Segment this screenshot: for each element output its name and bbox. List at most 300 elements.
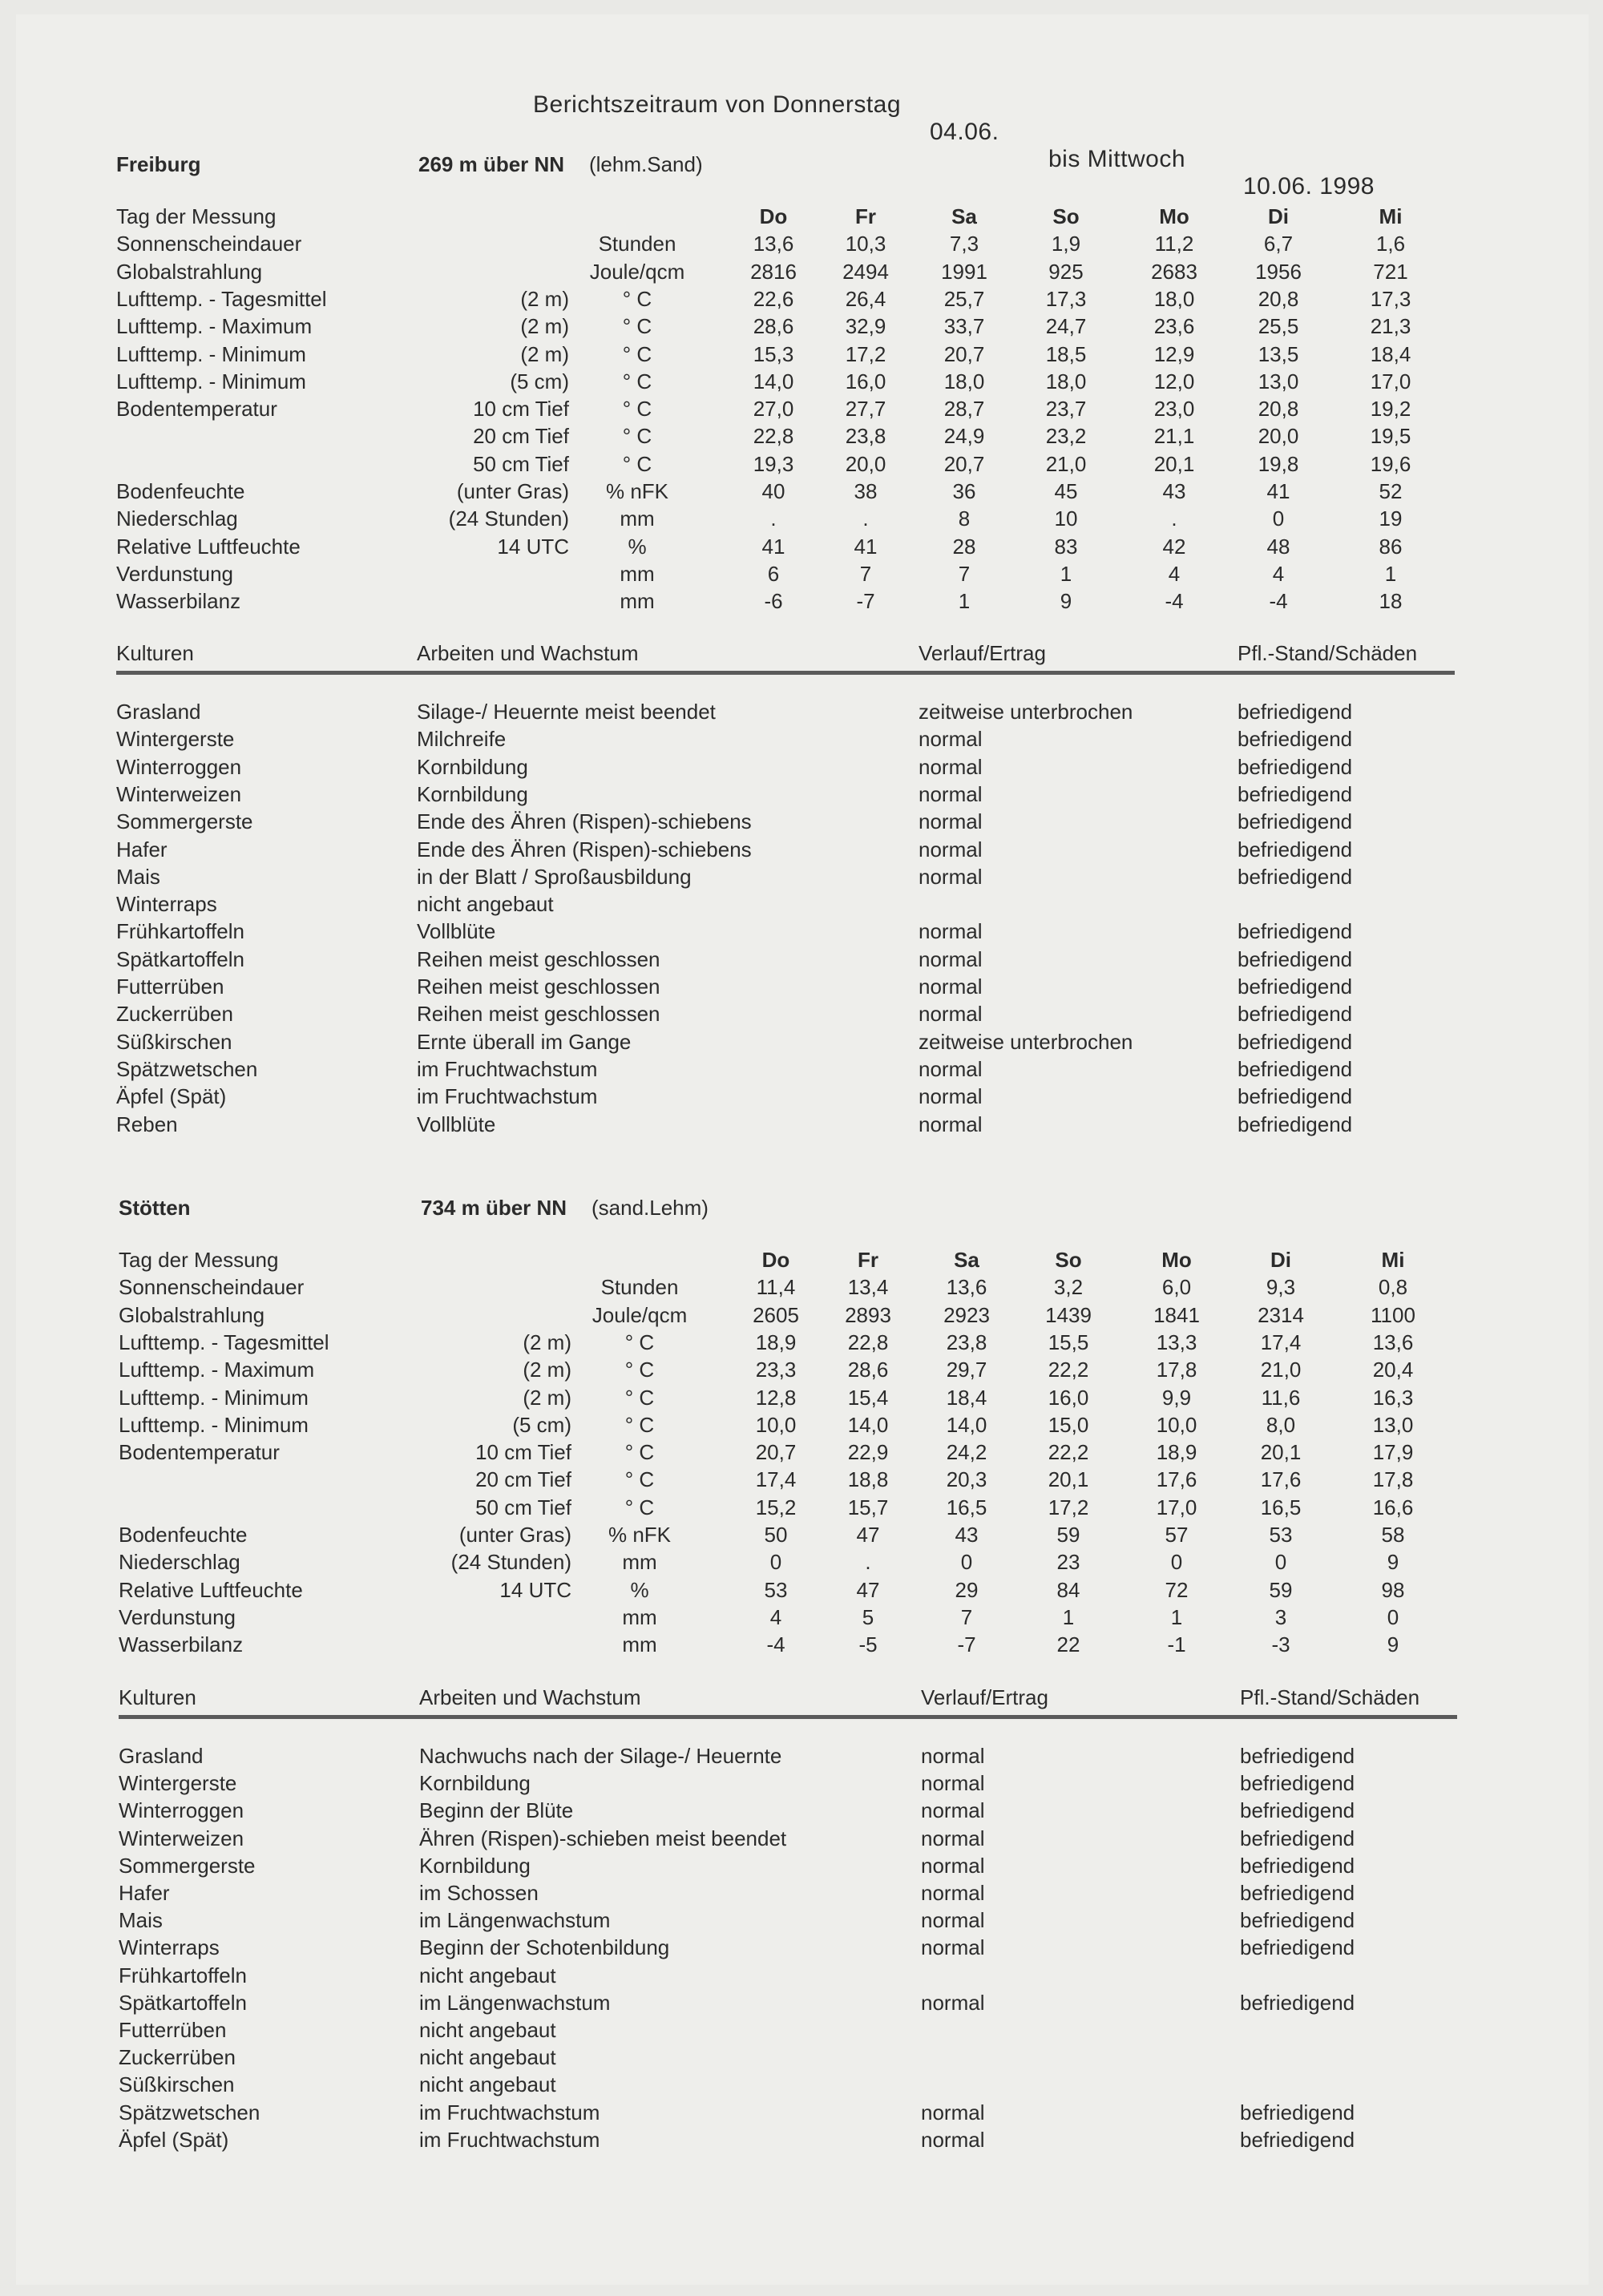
measurement-value: -7 [856,589,875,614]
day-header: Di [1268,204,1289,228]
crop-course: normal [919,974,983,999]
crop-work: nicht angebaut [419,2072,556,2097]
measurement-value: 7,3 [949,232,979,256]
crop-name: Mais [116,864,160,889]
measurement-label: Relative Luftfeuchte [119,1577,303,1602]
crop-course: normal [921,1908,985,1933]
measurement-value: 6,0 [1161,1275,1192,1300]
crop-column-header: Kulturen [116,641,194,665]
crop-work: im Fruchtwachstum [417,1084,598,1109]
crop-state: befriedigend [1238,1029,1353,1054]
crop-course: normal [919,1002,983,1027]
measurement-unit: ° C [622,451,652,476]
measurement-label: Lufttemp. - Maximum [119,1358,315,1382]
measurement-value: 22,8 [847,1330,889,1354]
crop-row [0,1084,1603,1112]
measurement-value: 27,0 [753,397,794,422]
measurement-value: 13,3 [1156,1330,1197,1354]
measurement-value: 50 [764,1523,788,1547]
measurement-value: 29,7 [946,1358,987,1382]
measurement-unit: ° C [624,1440,655,1465]
measurement-value: 18,8 [847,1467,889,1492]
crop-course: zeitweise unterbrochen [919,1029,1133,1054]
crop-name: Sommergerste [119,1853,256,1878]
measurement-unit: % [628,534,647,559]
crop-row [0,2072,1603,2100]
measurement-label: Verdunstung [119,1604,236,1629]
crop-work: Reihen meist geschlossen [417,974,660,999]
measurement-value: 19,3 [753,451,794,476]
crop-name: Spätzwetschen [116,1056,258,1081]
measure-label: Tag der Messung [116,204,277,228]
measurement-value: 16,5 [946,1495,987,1519]
measurement-value: 13,5 [1258,341,1299,366]
measurement-value: 17,0 [1370,369,1411,393]
measurement-value: 59 [1056,1523,1080,1547]
crop-state: befriedigend [1240,1990,1355,2015]
measurement-value: 9,3 [1266,1275,1296,1300]
crop-row [0,1881,1603,1908]
measurement-value: 86 [1379,534,1403,559]
crop-row [0,1057,1603,1084]
measurement-unit: ° C [624,1358,655,1382]
measurement-value: 1 [958,589,971,614]
measurement-value: 17,3 [1045,286,1087,311]
crop-row [0,837,1603,865]
crop-name: Winterraps [116,892,217,917]
measurement-value: 23,2 [1045,424,1087,449]
measurement-value: 22,2 [1048,1440,1089,1465]
measurement-value: 3 [1274,1604,1287,1629]
measurement-value: 84 [1056,1577,1080,1602]
measurement-row [0,1523,1603,1550]
measurement-value: 43 [1162,479,1186,503]
measurement-value: 721 [1373,259,1408,284]
crop-course: normal [921,1771,985,1796]
measurement-value: 1,9 [1051,232,1081,256]
measurement-value: 11,4 [756,1275,796,1300]
measurement-label: Verdunstung [116,561,234,586]
measurement-unit: Stunden [598,232,676,256]
measurement-value: 18,4 [1370,341,1411,366]
measurement-value: 22 [1056,1632,1080,1657]
measurement-unit: ° C [622,369,652,393]
crop-course: normal [919,781,983,806]
measurement-row [0,260,1603,287]
measurement-row [0,424,1603,451]
measurement-value: 21,0 [1260,1358,1302,1382]
crop-state: befriedigend [1238,1112,1353,1136]
day-header: Sa [951,204,977,228]
measurement-value: . [1171,506,1177,531]
measurement-height: (unter Gras) [456,479,569,503]
crop-work: Beginn der Schotenbildung [419,1935,670,1960]
measurement-row [0,562,1603,589]
measurement-value: 27,7 [845,397,886,422]
measurement-unit: ° C [622,314,652,339]
measurement-value: -1 [1167,1632,1186,1657]
measurement-value: 10,0 [755,1412,797,1437]
measurement-row [0,535,1603,562]
crop-work: Beginn der Blüte [419,1798,574,1823]
crop-work: Milchreife [417,727,507,752]
measurement-row [0,479,1603,506]
measurement-unit: Stunden [600,1275,679,1300]
measurement-value: 24,9 [943,424,985,449]
crop-course: normal [921,1853,985,1878]
crop-row [0,1002,1603,1029]
measurement-value: 13,6 [946,1275,987,1300]
measurement-value: 28 [952,534,976,559]
measurement-row [0,1495,1603,1523]
measurement-unit: mm [622,1632,657,1657]
measurement-value: 32,9 [845,314,886,339]
measurement-value: 2314 [1258,1302,1304,1327]
crop-row [0,947,1603,974]
measurement-height: 14 UTC [497,534,569,559]
measurement-label: Sonnenscheindauer [116,232,302,256]
crop-column-header: Verlauf/Ertrag [919,641,1046,665]
crop-course: normal [921,2127,985,2152]
crop-name: Reben [116,1112,178,1136]
measurement-value: 13,0 [1258,369,1299,393]
crop-row [0,1908,1603,1935]
measurement-height: 20 cm Tief [475,1467,571,1492]
measurement-value: 1991 [941,259,987,284]
crop-state: befriedigend [1240,1798,1355,1823]
measurement-value: 2494 [842,259,889,284]
measurement-value: 10,0 [1156,1412,1197,1437]
measurement-value: 25,7 [943,286,985,311]
measurement-value: 25,5 [1258,314,1299,339]
measurement-value: 72 [1165,1577,1189,1602]
measurement-value: 24,7 [1045,314,1087,339]
crop-column-header: Verlauf/Ertrag [921,1685,1048,1709]
crop-row [0,1030,1603,1057]
measurement-label: Bodenfeuchte [119,1523,248,1547]
crop-course: normal [919,1112,983,1136]
measurement-height: 10 cm Tief [473,397,569,422]
measurement-value: 20,0 [1258,424,1299,449]
measurement-label: Niederschlag [116,506,238,531]
crop-course: normal [919,864,983,889]
measurement-value: 2683 [1151,259,1197,284]
measurement-height: (2 m) [523,1330,571,1354]
measure-label: Tag der Messung [119,1248,279,1272]
measurement-value: 18,0 [1045,369,1087,393]
crop-state: befriedigend [1238,837,1353,862]
measurement-value: 43 [955,1523,979,1547]
measurement-value: 11,6 [1261,1385,1301,1410]
measurement-row [0,369,1603,397]
measurement-value: 4 [769,1604,782,1629]
measure-header-row [0,1248,1603,1275]
crop-state: befriedigend [1240,1908,1355,1933]
measurement-value: 10,3 [845,232,886,256]
measurement-value: 17,9 [1372,1440,1414,1465]
crop-state: befriedigend [1238,1056,1353,1081]
day-header: Fr [855,204,876,228]
crop-row [0,1854,1603,1881]
crop-course: normal [921,1935,985,1960]
measurement-value: . [770,506,777,531]
period-prefix: Berichtszeitraum von Donnerstag [533,91,902,118]
measurement-unit: % nFK [605,479,669,503]
measurement-value: 23,7 [1045,397,1087,422]
measurement-value: 7 [958,561,971,586]
measurement-unit: % [630,1577,649,1602]
measurement-value: 53 [764,1577,788,1602]
measurement-value: 41 [761,534,785,559]
measurement-value: 22,8 [753,424,794,449]
measure-header-row [0,204,1603,232]
measurement-value: 18,9 [1156,1440,1197,1465]
measurement-value: 1956 [1255,259,1302,284]
measurement-unit: ° C [622,286,652,311]
measurement-row [0,452,1603,479]
measurement-row [0,342,1603,369]
crop-row [0,1771,1603,1798]
crop-column-header: Arbeiten und Wachstum [417,641,639,665]
measurement-value: 28,7 [943,397,985,422]
crop-row [0,1963,1603,1991]
measurement-value: 41 [1266,479,1290,503]
crop-name: Mais [119,1908,163,1933]
crop-state: befriedigend [1240,2100,1355,2125]
measurement-value: 2816 [750,259,797,284]
measurement-value: 13,6 [1372,1330,1414,1354]
measurement-value: 6 [767,561,780,586]
day-header: Di [1270,1248,1291,1272]
crop-name: Frühkartoffeln [119,1963,247,1987]
crop-row [0,1991,1603,2018]
measurement-value: 19,6 [1370,451,1411,476]
measurement-value: 9 [1387,1632,1399,1657]
crop-column-header: Arbeiten und Wachstum [419,1685,641,1709]
day-header: Sa [954,1248,979,1272]
crop-row [0,755,1603,782]
crop-name: Wintergerste [116,727,235,752]
crop-header-rule [116,671,1455,675]
measurement-value: -4 [766,1632,785,1657]
measurement-value: . [862,506,869,531]
measurement-height: (unter Gras) [458,1523,571,1547]
crop-name: Winterweizen [119,1826,244,1850]
measurement-row [0,1413,1603,1440]
measurement-value: -4 [1165,589,1184,614]
measurement-value: 12,8 [755,1385,797,1410]
measurement-height: 20 cm Tief [473,424,569,449]
crop-name: Süßkirschen [116,1029,232,1054]
measurement-value: . [865,1550,871,1575]
measurement-value: 20,0 [845,451,886,476]
measurement-value: 23,6 [1153,314,1195,339]
measurement-value: 9 [1387,1550,1399,1575]
crop-state: befriedigend [1238,864,1353,889]
measurement-label: Relative Luftfeuchte [116,534,301,559]
measurement-row [0,1275,1603,1302]
measurement-value: 58 [1381,1523,1405,1547]
measurement-unit: ° C [624,1495,655,1519]
measurement-value: 20,7 [943,451,985,476]
day-header: So [1052,204,1080,228]
crop-state: befriedigend [1238,781,1353,806]
crop-course: normal [919,946,983,971]
crop-row [0,1112,1603,1140]
day-header: So [1055,1248,1082,1272]
measurement-unit: ° C [624,1467,655,1492]
measurement-value: 59 [1269,1577,1293,1602]
measurement-value: 19 [1379,506,1403,531]
crop-row [0,865,1603,892]
crop-table-header [0,641,1603,673]
crop-row [0,782,1603,809]
crop-course: normal [921,1990,985,2015]
measurement-height: (24 Stunden) [450,1550,571,1575]
measurement-value: 0 [960,1550,973,1575]
crop-name: Futterrüben [119,2018,227,2042]
measurement-height: 14 UTC [499,1577,571,1602]
measurement-unit: mm [622,1604,657,1629]
measurement-value: 29 [955,1577,979,1602]
measurement-label: Wasserbilanz [119,1632,244,1657]
measurement-value: 2605 [753,1302,799,1327]
measurement-value: 15,0 [1048,1412,1089,1437]
crop-work: im Fruchtwachstum [417,1056,598,1081]
measurement-value: 21,1 [1153,424,1195,449]
measurement-value: 1 [1170,1604,1183,1629]
crop-state: befriedigend [1240,1853,1355,1878]
crop-work: im Längenwachstum [419,1908,611,1933]
measurement-value: 0 [1170,1550,1183,1575]
measurement-value: 4 [1168,561,1181,586]
crop-column-header: Pfl.-Stand/Schäden [1240,1685,1420,1709]
crop-name: Spätzwetschen [119,2100,260,2125]
crop-name: Äpfel (Spät) [116,1084,227,1109]
measurement-unit: ° C [624,1330,655,1354]
measurement-value: -4 [1269,589,1288,614]
crop-work: in der Blatt / Sproßausbildung [417,864,692,889]
crop-course: normal [919,727,983,752]
measurement-label: Bodentemperatur [119,1440,280,1465]
measurement-unit: ° C [622,424,652,449]
crop-work: im Fruchtwachstum [419,2127,600,2152]
measurement-value: 0,8 [1378,1275,1408,1300]
day-header: Mi [1381,1248,1405,1272]
crop-state: befriedigend [1238,754,1353,779]
measurement-value: 12,0 [1153,369,1195,393]
measurement-value: 18,5 [1045,341,1087,366]
crop-name: Grasland [119,1744,204,1768]
measurement-value: 21,0 [1045,451,1087,476]
measurement-value: 23,3 [755,1358,797,1382]
measurement-value: 40 [761,479,785,503]
station-name: Freiburg [116,152,201,176]
measurement-value: 9,9 [1161,1385,1192,1410]
crop-row [0,1826,1603,1854]
measurement-label: Bodentemperatur [116,397,277,422]
day-header: Mo [1159,204,1189,228]
measurement-height: (5 cm) [510,369,569,393]
crop-row [0,919,1603,946]
crop-name: Sommergerste [116,809,253,834]
crop-row [0,2018,1603,2045]
crop-work: nicht angebaut [419,2018,556,2042]
crop-name: Frühkartoffeln [116,919,244,944]
crop-table-header [0,1685,1603,1717]
crop-state: befriedigend [1238,727,1353,752]
measurement-value: 8,0 [1266,1412,1296,1437]
crop-work: Ähren (Rispen)-schieben meist beendet [419,1826,787,1850]
measurement-value: 15,3 [753,341,794,366]
crop-course: normal [921,1798,985,1823]
measurement-value: 12,9 [1153,341,1195,366]
measurement-value: 17,0 [1156,1495,1197,1519]
measurement-row [0,589,1603,616]
crop-state: befriedigend [1240,1826,1355,1850]
measurement-value: 1 [1062,1604,1075,1629]
crop-name: Äpfel (Spät) [119,2127,229,2152]
crop-name: Winterraps [119,1935,220,1960]
measurement-value: 47 [856,1523,880,1547]
measurement-value: 1 [1060,561,1072,586]
measurement-height: 10 cm Tief [475,1440,571,1465]
crop-name: Zuckerrüben [116,1002,233,1027]
measurement-value: 5 [862,1604,874,1629]
measurement-value: 45 [1054,479,1078,503]
crop-work: Ende des Ähren (Rispen)-schiebens [417,837,752,862]
measurement-label: Lufttemp. - Minimum [119,1385,309,1410]
measurement-label: Bodenfeuchte [116,479,245,503]
measurement-value: 20,1 [1048,1467,1089,1492]
measurement-value: 15,7 [847,1495,889,1519]
measurement-label: Sonnenscheindauer [119,1275,305,1300]
measurement-row [0,1386,1603,1413]
crop-work: Reihen meist geschlossen [417,946,660,971]
measurement-value: 9 [1060,589,1072,614]
measurement-value: 10 [1054,506,1078,531]
crop-column-header: Pfl.-Stand/Schäden [1238,641,1418,665]
measurement-value: 14,0 [753,369,794,393]
crop-work: im Längenwachstum [419,1990,611,2015]
measurement-value: 20,7 [755,1440,797,1465]
crop-name: Zuckerrüben [119,2045,236,2070]
measurement-value: 42 [1162,534,1186,559]
measurement-value: 15,2 [755,1495,797,1519]
measurement-unit: ° C [624,1412,655,1437]
measurement-unit: mm [620,589,655,614]
measurement-value: 17,3 [1370,286,1411,311]
measurement-value: 15,4 [847,1385,889,1410]
crop-state: befriedigend [1238,974,1353,999]
day-header: Do [759,204,788,228]
measurement-value: 925 [1048,259,1084,284]
measurement-height: 50 cm Tief [475,1495,571,1519]
measurement-unit: mm [622,1550,657,1575]
crop-work: nicht angebaut [419,1963,556,1987]
crop-row [0,1798,1603,1826]
crop-course: normal [919,1056,983,1081]
measurement-row [0,1605,1603,1632]
crop-work: Kornbildung [419,1771,531,1796]
measurement-value: 98 [1381,1577,1405,1602]
crop-course: normal [921,2100,985,2125]
measurement-value: 17,2 [1048,1495,1089,1519]
measurement-value: 18,4 [946,1385,987,1410]
crop-state: befriedigend [1238,1084,1353,1109]
measurement-value: -6 [764,589,783,614]
measurement-value: 1 [1384,561,1397,586]
